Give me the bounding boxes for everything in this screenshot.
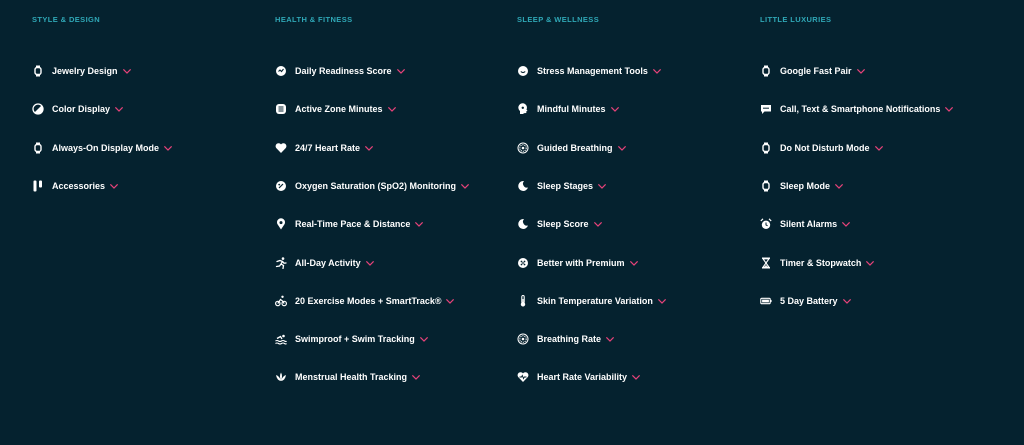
chevron-down-icon[interactable] bbox=[415, 221, 423, 227]
alarm-icon bbox=[760, 218, 772, 230]
chevron-down-icon[interactable] bbox=[630, 260, 638, 266]
feature-label: Color Display bbox=[52, 104, 111, 114]
feature-item[interactable] bbox=[517, 369, 640, 385]
feature-label: 5 Day Battery bbox=[780, 296, 838, 306]
feature-item[interactable] bbox=[275, 178, 469, 194]
chevron-down-icon[interactable] bbox=[618, 145, 626, 151]
feature-label: Sleep Mode bbox=[780, 181, 831, 191]
chevron-down-icon[interactable] bbox=[611, 106, 619, 112]
feature-item[interactable] bbox=[760, 216, 850, 232]
battery-icon bbox=[760, 295, 772, 307]
chevron-down-icon[interactable] bbox=[412, 374, 420, 380]
chevron-down-icon[interactable] bbox=[875, 145, 883, 151]
feature-item[interactable] bbox=[760, 255, 874, 271]
feature-item[interactable] bbox=[32, 63, 131, 79]
feature-label: Swimproof + Swim Tracking bbox=[295, 334, 415, 344]
feature-item[interactable] bbox=[517, 216, 602, 232]
chevron-down-icon[interactable] bbox=[164, 145, 172, 151]
chevron-down-icon[interactable] bbox=[866, 260, 874, 266]
chevron-down-icon[interactable] bbox=[397, 68, 405, 74]
chevron-down-icon[interactable] bbox=[110, 183, 118, 189]
chevron-down-icon[interactable] bbox=[420, 336, 428, 342]
feature-label: Active Zone Minutes bbox=[295, 104, 383, 114]
feature-item[interactable] bbox=[275, 331, 428, 347]
chevron-down-icon[interactable] bbox=[446, 298, 454, 304]
watch-icon bbox=[32, 142, 44, 154]
chevron-down-icon[interactable] bbox=[365, 145, 373, 151]
cycling-icon bbox=[275, 295, 287, 307]
feature-label: Breathing Rate bbox=[537, 334, 602, 344]
chevron-down-icon[interactable] bbox=[857, 68, 865, 74]
feature-item[interactable] bbox=[760, 293, 851, 309]
chevron-down-icon[interactable] bbox=[366, 260, 374, 266]
lotus-icon bbox=[275, 371, 287, 383]
feature-label: Do Not Disturb Mode bbox=[780, 143, 870, 153]
feature-label: Guided Breathing bbox=[537, 143, 613, 153]
feature-item[interactable] bbox=[275, 293, 454, 309]
feature-label: Stress Management Tools bbox=[537, 66, 648, 76]
feature-label: Sleep Stages bbox=[537, 181, 594, 191]
feature-item[interactable] bbox=[517, 293, 666, 309]
chevron-down-icon[interactable] bbox=[945, 106, 953, 112]
stress-icon bbox=[517, 65, 529, 77]
breathing-icon bbox=[517, 142, 529, 154]
hourglass-icon bbox=[760, 257, 772, 269]
feature-label: 20 Exercise Modes + SmartTrack® bbox=[295, 296, 442, 306]
breathing-icon bbox=[517, 333, 529, 345]
heart-pulse-icon bbox=[517, 371, 529, 383]
readiness-icon bbox=[275, 65, 287, 77]
feature-item[interactable] bbox=[275, 216, 423, 232]
feature-item[interactable] bbox=[275, 101, 396, 117]
feature-item[interactable] bbox=[32, 140, 172, 156]
feature-label: Daily Readiness Score bbox=[295, 66, 392, 76]
column-heading: SLEEP & WELLNESS bbox=[517, 15, 600, 24]
chevron-down-icon[interactable] bbox=[658, 298, 666, 304]
feature-label: Skin Temperature Variation bbox=[537, 296, 653, 306]
column-heading: LITTLE LUXURIES bbox=[760, 15, 832, 24]
chevron-down-icon[interactable] bbox=[594, 221, 602, 227]
feature-item[interactable] bbox=[517, 140, 626, 156]
chevron-down-icon[interactable] bbox=[461, 183, 469, 189]
feature-item[interactable] bbox=[275, 140, 373, 156]
feature-item[interactable] bbox=[517, 255, 638, 271]
feature-label: Oxygen Saturation (SpO2) Monitoring bbox=[295, 181, 457, 191]
chevron-down-icon[interactable] bbox=[598, 183, 606, 189]
feature-label: Silent Alarms bbox=[780, 219, 838, 229]
column-heading: HEALTH & FITNESS bbox=[275, 15, 353, 24]
watch-icon bbox=[32, 65, 44, 77]
feature-label: Heart Rate Variability bbox=[537, 372, 628, 382]
feature-item[interactable] bbox=[32, 101, 123, 117]
feature-item[interactable] bbox=[517, 101, 619, 117]
chat-icon bbox=[760, 103, 772, 115]
feature-label: 24/7 Heart Rate bbox=[295, 143, 361, 153]
premium-icon bbox=[517, 257, 529, 269]
feature-item[interactable] bbox=[760, 178, 843, 194]
bands-icon bbox=[32, 180, 44, 192]
feature-item[interactable] bbox=[275, 369, 420, 385]
moon-icon bbox=[517, 180, 529, 192]
runner-icon bbox=[275, 257, 287, 269]
feature-item[interactable] bbox=[32, 178, 118, 194]
chevron-down-icon[interactable] bbox=[115, 106, 123, 112]
feature-label: Accessories bbox=[52, 181, 106, 191]
watch-icon bbox=[760, 65, 772, 77]
feature-label: Always-On Display Mode bbox=[52, 143, 160, 153]
feature-label: Jewelry Design bbox=[52, 66, 118, 76]
feature-item[interactable] bbox=[517, 178, 606, 194]
thermometer-icon bbox=[517, 295, 529, 307]
feature-label: Call, Text & Smartphone Notifications bbox=[780, 104, 941, 114]
location-pin-icon bbox=[275, 218, 287, 230]
feature-item[interactable] bbox=[517, 331, 614, 347]
mindful-head-icon bbox=[517, 103, 529, 115]
feature-item[interactable] bbox=[517, 63, 661, 79]
swim-icon bbox=[275, 333, 287, 345]
feature-item[interactable] bbox=[275, 255, 374, 271]
feature-label: Google Fast Pair bbox=[780, 66, 852, 76]
feature-label: All-Day Activity bbox=[295, 258, 361, 268]
chevron-down-icon[interactable] bbox=[653, 68, 661, 74]
chevron-down-icon[interactable] bbox=[388, 106, 396, 112]
chevron-down-icon[interactable] bbox=[843, 298, 851, 304]
watch-icon bbox=[760, 142, 772, 154]
chevron-down-icon[interactable] bbox=[842, 221, 850, 227]
feature-item[interactable] bbox=[275, 63, 405, 79]
column-heading: STYLE & DESIGN bbox=[32, 15, 101, 24]
feature-item[interactable] bbox=[760, 63, 865, 79]
feature-label: Better with Premium bbox=[537, 258, 625, 268]
feature-label: Mindful Minutes bbox=[537, 104, 606, 114]
heart-icon bbox=[275, 142, 287, 154]
feature-label: Sleep Score bbox=[537, 219, 589, 229]
feature-label: Real-Time Pace & Distance bbox=[295, 219, 411, 229]
feature-item[interactable] bbox=[760, 140, 883, 156]
feature-label: Timer & Stopwatch bbox=[780, 258, 862, 268]
feature-label: Menstrual Health Tracking bbox=[295, 372, 408, 382]
moon-icon bbox=[517, 218, 529, 230]
zone-minutes-icon bbox=[275, 103, 287, 115]
spo2-icon bbox=[275, 180, 287, 192]
feature-item[interactable] bbox=[760, 101, 953, 117]
chevron-down-icon[interactable] bbox=[835, 183, 843, 189]
chevron-down-icon[interactable] bbox=[123, 68, 131, 74]
watch-icon bbox=[760, 180, 772, 192]
chevron-down-icon[interactable] bbox=[606, 336, 614, 342]
color-display-icon bbox=[32, 103, 44, 115]
chevron-down-icon[interactable] bbox=[632, 374, 640, 380]
